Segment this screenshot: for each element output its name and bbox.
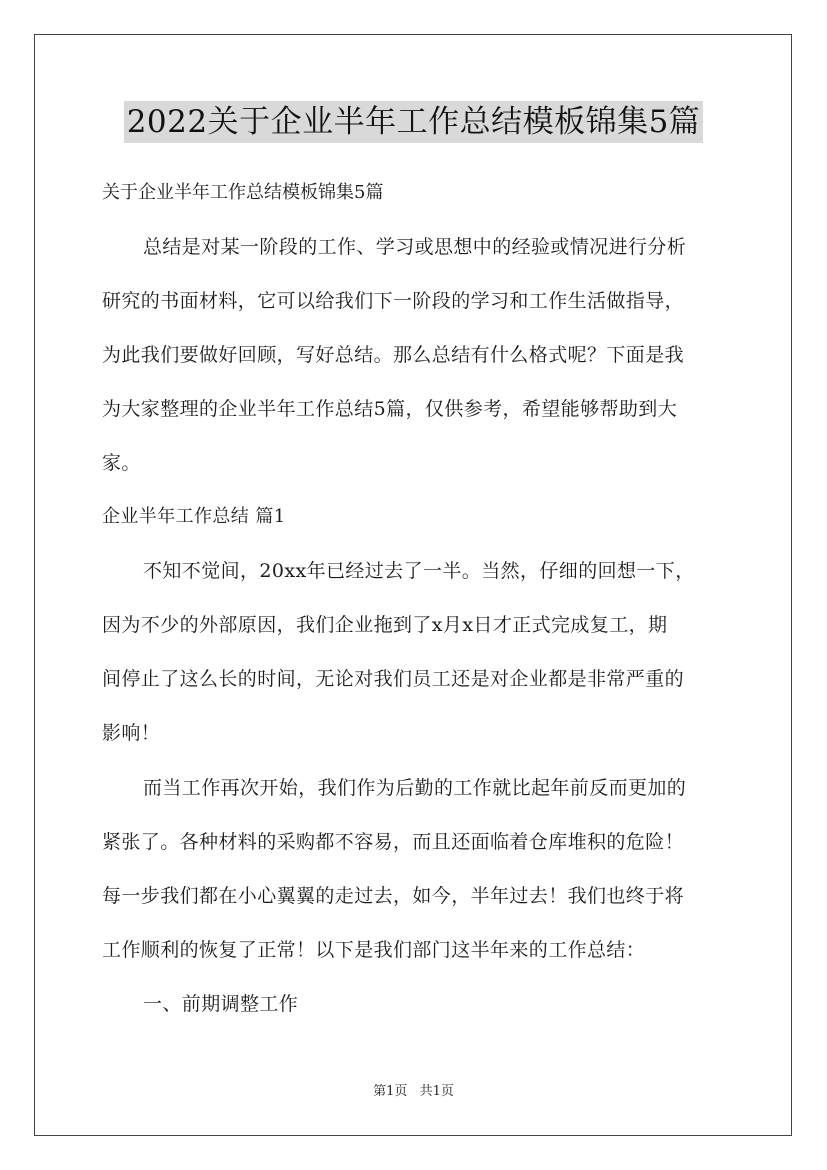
- paragraph-line: 影响！: [102, 722, 161, 744]
- paragraph-line: 为此我们要做好回顾，写好总结。那么总结有什么格式呢？下面是我: [102, 344, 685, 366]
- page-footer: [0, 1083, 827, 1101]
- paragraph-line: 工作顺利的恢复了正常！以下是我们部门这半年来的工作总结：: [102, 939, 646, 961]
- page-number-current: 第1页: [373, 1084, 408, 1099]
- paragraph-line: 不知不觉间，20xx年已经过去了一半。当然，仔细的回想一下，: [143, 560, 695, 582]
- paragraph-line: 总结是对某一阶段的工作、学习或思想中的经验或情况进行分析: [143, 236, 687, 258]
- section-heading: 企业半年工作总结 篇1: [102, 506, 286, 527]
- paragraph-line: 研究的书面材料，它可以给我们下一阶段的学习和工作生活做指导，: [102, 290, 685, 312]
- paragraph-line: 为大家整理的企业半年工作总结5篇，仅供参考，希望能够帮助到大: [102, 398, 678, 420]
- paragraph-line: 每一步我们都在小心翼翼的走过去，如今，半年过去！我们也终于将: [102, 885, 685, 907]
- paragraph-line: 间停止了这么长的时间，无论对我们员工还是对企业都是非常严重的: [102, 668, 685, 690]
- paragraph-line: 因为不少的外部原因，我们企业拖到了x月x日才正式完成复工，期: [102, 614, 668, 636]
- subsection-heading: 一、前期调整工作: [143, 993, 299, 1015]
- paragraph-line: 而当工作再次开始，我们作为后勤的工作就比起年前反而更加的: [143, 777, 687, 799]
- paragraph-line: 家。: [102, 452, 141, 474]
- document-subtitle: 关于企业半年工作总结模板锦集5篇: [102, 182, 384, 203]
- document-title: 2022关于企业半年工作总结模板锦集5篇: [124, 101, 704, 143]
- paragraph-line: 紧张了。各种材料的采购都不容易，而且还面临着仓库堆积的危险！: [102, 831, 685, 853]
- title-wrap: [0, 101, 827, 143]
- page-number-total: 共1页: [419, 1084, 454, 1099]
